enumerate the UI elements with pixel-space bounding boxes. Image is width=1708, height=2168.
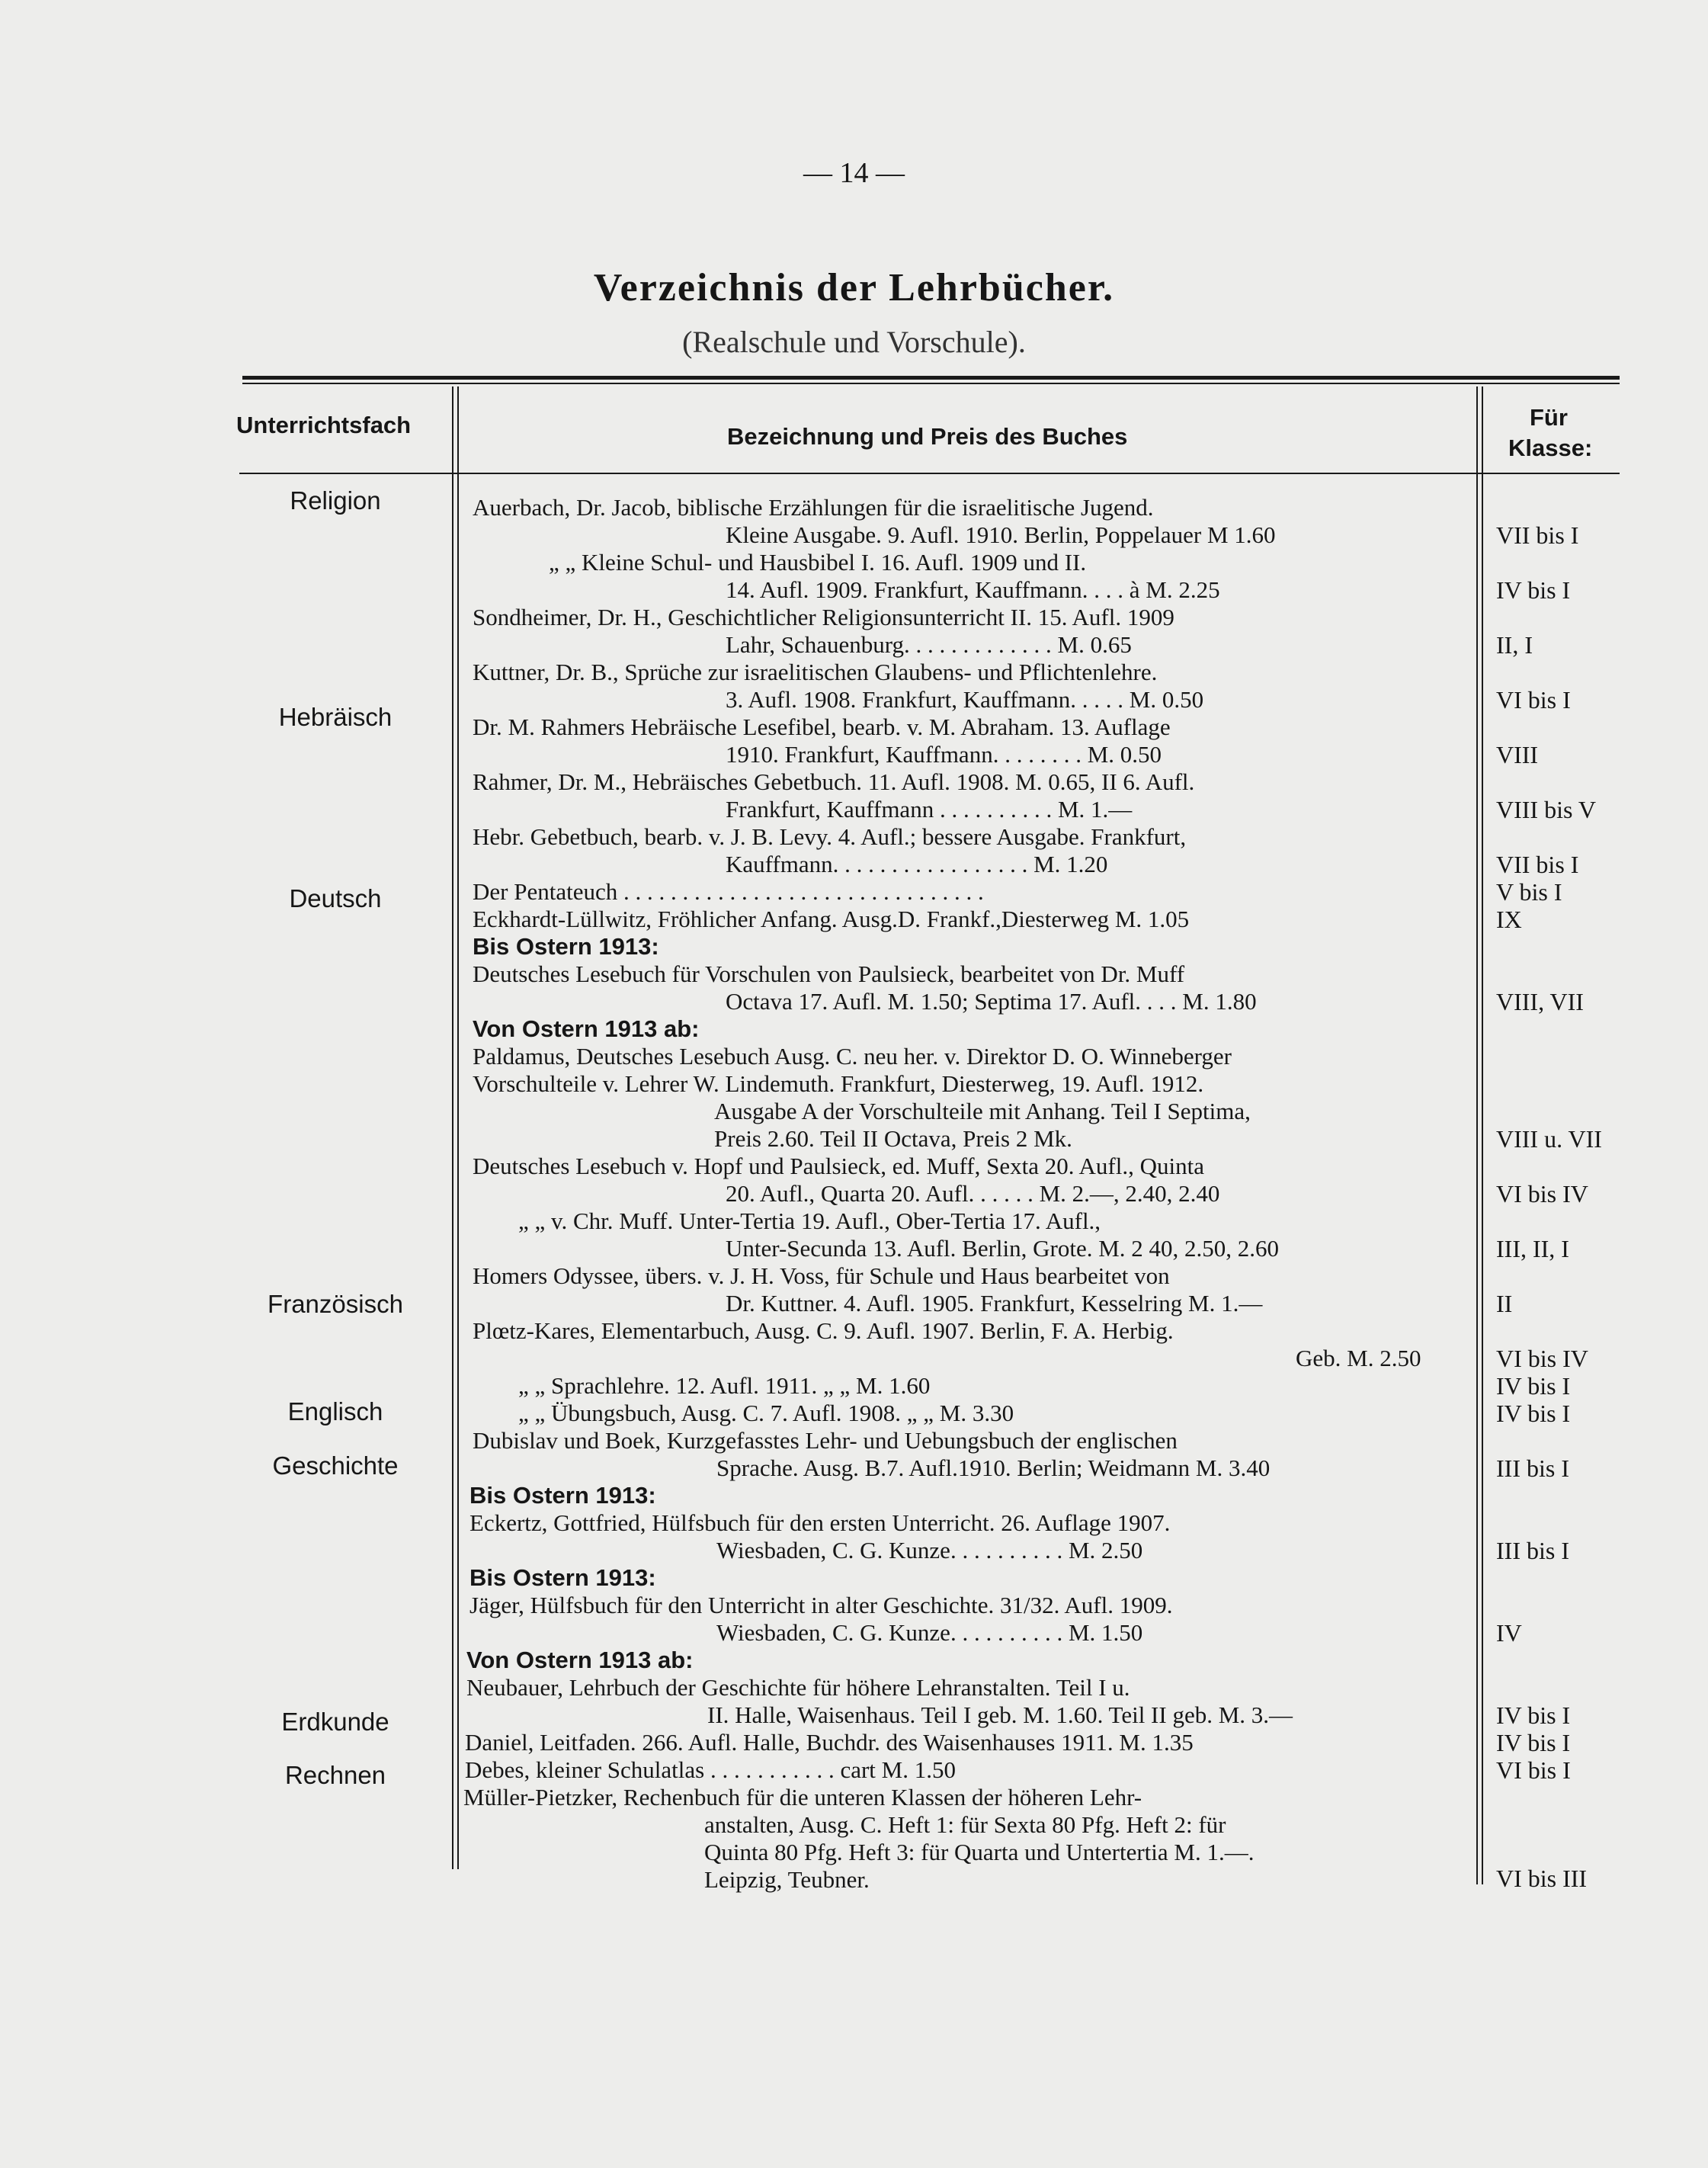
book-line: Paldamus, Deutsches Lesebuch Ausg. C. neu her. v. Direktor D. O. Winneberger [473, 1043, 1232, 1070]
book-line: Geb. M. 2.50 [1296, 1345, 1421, 1371]
book-line: Müller-Pietzker, Rechenbuch für die unteren Klassen der höheren Lehr- [463, 1784, 1142, 1810]
header-description: Bezeichnung und Preis des Buches [727, 423, 1128, 450]
class-entry: IV bis I [1496, 576, 1571, 604]
book-line: Preis 2.60. Teil II Octava, Preis 2 Mk. [714, 1125, 1072, 1152]
class-entry: VIII u. VII [1496, 1125, 1602, 1153]
class-entry: IX [1496, 906, 1522, 933]
class-entry: VI bis III [1496, 1865, 1588, 1892]
book-line: Der Pentateuch . . . . . . . . . . . . . . . . . . . . . . . . . . . . . . . [473, 878, 984, 905]
class-entry: VI bis I [1496, 1756, 1571, 1784]
class-entry: IV bis I [1496, 1400, 1571, 1427]
book-line: Deutsches Lesebuch für Vorschulen von Paulsieck, bearbeitet von Dr. Muff [473, 961, 1185, 987]
book-line: Kleine Ausgabe. 9. Aufl. 1910. Berlin, Poppelauer M 1.60 [726, 521, 1276, 548]
section-label: Von Ostern 1913 ab: [466, 1647, 694, 1673]
book-line: 14. Aufl. 1909. Frankfurt, Kauffmann. . . . à M. 2.25 [726, 576, 1220, 603]
class-entry: VIII [1496, 741, 1539, 768]
book-line: Eckertz, Gottfried, Hülfsbuch für den ersten Unterricht. 26. Auflage 1907. [469, 1509, 1171, 1536]
subject-geschichte: Geschichte [272, 1451, 399, 1480]
column-divider-right-a [1476, 386, 1478, 1884]
book-line: Ausgabe A der Vorschulteile mit Anhang. Teil I Septima, [714, 1098, 1251, 1124]
book-line: „ „ Sprachlehre. 12. Aufl. 1911. „ „ M. 1.60 [518, 1372, 931, 1399]
class-entry: VII bis I [1496, 851, 1579, 878]
subject-hebraeisch: Hebräisch [278, 703, 393, 731]
section-label: Bis Ostern 1913: [469, 1482, 656, 1509]
book-line: 3. Aufl. 1908. Frankfurt, Kauffmann. . . . . M. 0.50 [726, 686, 1204, 713]
subject-englisch: Englisch [287, 1397, 383, 1426]
class-entry: VIII, VII [1496, 988, 1584, 1015]
book-line: Hebr. Gebetbuch, bearb. v. J. B. Levy. 4. Aufl.; bessere Ausgabe. Frankfurt, [473, 823, 1187, 850]
book-line: Quinta 80 Pfg. Heft 3: für Quarta und Untertertia M. 1.—. [704, 1839, 1255, 1865]
class-entry: III, II, I [1496, 1235, 1569, 1262]
book-line: Sprache. Ausg. B.7. Aufl.1910. Berlin; Weidmann M. 3.40 [716, 1454, 1271, 1481]
book-line: Dubislav und Boek, Kurzgefasstes Lehr- und Uebungsbuch der englischen [473, 1427, 1178, 1454]
class-entry: VI bis IV [1496, 1345, 1588, 1372]
book-line: Wiesbaden, C. G. Kunze. . . . . . . . . . M. 1.50 [716, 1619, 1143, 1646]
book-line: Dr. Kuttner. 4. Aufl. 1905. Frankfurt, Kesselring M. 1.— [726, 1290, 1263, 1317]
column-divider-right-b [1482, 386, 1483, 1884]
book-line: Debes, kleiner Schulatlas . . . . . . . . . . . cart M. 1.50 [465, 1756, 956, 1783]
top-rule-thin [242, 383, 1620, 384]
book-line: „ „ v. Chr. Muff. Unter-Tertia 19. Aufl., Ober-Tertia 17. Aufl., [518, 1207, 1101, 1234]
book-line: II. Halle, Waisenhaus. Teil I geb. M. 1.60. Teil II geb. M. 3.— [707, 1701, 1293, 1728]
subject-erdkunde: Erdkunde [281, 1708, 389, 1736]
book-line: Lahr, Schauenburg. . . . . . . . . . . . . M. 0.65 [726, 631, 1132, 658]
subject-deutsch: Deutsch [289, 884, 382, 912]
book-line: Unter-Secunda 13. Aufl. Berlin, Grote. M. 2 40, 2.50, 2.60 [726, 1235, 1280, 1262]
class-entry: IV bis I [1496, 1372, 1571, 1400]
class-entry: II, I [1496, 631, 1533, 659]
book-line: 1910. Frankfurt, Kauffmann. . . . . . . . M. 0.50 [726, 741, 1162, 768]
class-entry: III bis I [1496, 1537, 1569, 1564]
book-line: Wiesbaden, C. G. Kunze. . . . . . . . . . M. 2.50 [716, 1537, 1143, 1563]
book-line: Plœtz-Kares, Elementarbuch, Ausg. C. 9. Aufl. 1907. Berlin, F. A. Herbig. [473, 1317, 1174, 1344]
section-label: Bis Ostern 1913: [473, 933, 659, 960]
book-line: 20. Aufl., Quarta 20. Aufl. . . . . . M. 2.—, 2.40, 2.40 [726, 1180, 1220, 1207]
header-subject: Unterrichtsfach [236, 412, 412, 438]
subject-religion: Religion [290, 486, 381, 515]
book-line: Daniel, Leitfaden. 266. Aufl. Halle, Buchdr. des Waisenhauses 1911. M. 1.35 [465, 1729, 1194, 1756]
class-entry: IV [1496, 1619, 1522, 1647]
book-line: Kuttner, Dr. B., Sprüche zur israelitischen Glaubens- und Pflichtenlehre. [473, 659, 1158, 685]
book-line: Leipzig, Teubner. [704, 1866, 870, 1893]
book-line: Homers Odyssee, übers. v. J. H. Voss, für Schule und Haus bearbeitet von [473, 1262, 1170, 1289]
class-entry: IV bis I [1496, 1701, 1571, 1729]
book-line: Deutsches Lesebuch v. Hopf und Paulsieck, ed. Muff, Sexta 20. Aufl., Quinta [473, 1153, 1204, 1179]
column-divider-left-b [457, 386, 459, 1869]
class-entry: II [1496, 1290, 1513, 1317]
header-class-line2: Klasse: [1508, 435, 1593, 461]
header-class-line1: Für [1530, 404, 1568, 431]
class-entry: VIII bis V [1496, 796, 1596, 823]
book-line: Neubauer, Lehrbuch der Geschichte für höhere Lehranstalten. Teil I u. [466, 1674, 1130, 1701]
class-entry: VI bis I [1496, 686, 1571, 714]
top-rule-thick [242, 376, 1620, 380]
section-label: Bis Ostern 1913: [469, 1564, 656, 1591]
class-entry: VII bis I [1496, 521, 1579, 549]
section-label: Von Ostern 1913 ab: [473, 1015, 700, 1042]
subject-franzoesisch: Französisch [268, 1290, 403, 1318]
book-line: anstalten, Ausg. C. Heft 1: für Sexta 80 Pfg. Heft 2: für [704, 1811, 1226, 1838]
book-line: Auerbach, Dr. Jacob, biblische Erzählungen für die israelitische Jugend. [473, 494, 1154, 521]
book-line: Rahmer, Dr. M., Hebräisches Gebetbuch. 11. Aufl. 1908. M. 0.65, II 6. Aufl. [473, 768, 1195, 795]
class-entry: IV bis I [1496, 1729, 1571, 1756]
header-underline [239, 473, 1620, 474]
book-line: Dr. M. Rahmers Hebräische Lesefibel, bearb. v. M. Abraham. 13. Auflage [473, 714, 1171, 740]
document-subtitle: (Realschule und Vorschule). [682, 325, 1026, 359]
class-entry: V bis I [1496, 878, 1562, 906]
book-line: Octava 17. Aufl. M. 1.50; Septima 17. Aufl. . . . M. 1.80 [726, 988, 1257, 1015]
book-line: Sondheimer, Dr. H., Geschichtlicher Religionsunterricht II. 15. Aufl. 1909 [473, 604, 1174, 630]
subject-rechnen: Rechnen [284, 1761, 386, 1789]
book-line: Jäger, Hülfsbuch für den Unterricht in alter Geschichte. 31/32. Aufl. 1909. [469, 1592, 1173, 1618]
book-line: „ „ Kleine Schul- und Hausbibel I. 16. Aufl. 1909 und II. [549, 549, 1087, 576]
book-line: „ „ Übungsbuch, Ausg. C. 7. Aufl. 1908. „ „ M. 3.30 [518, 1400, 1014, 1426]
class-entry: III bis I [1496, 1454, 1569, 1482]
book-line: Eckhardt-Lüllwitz, Fröhlicher Anfang. Ausg.D. Frankf.,Diesterweg M. 1.05 [473, 906, 1190, 932]
class-entry: VI bis IV [1496, 1180, 1588, 1207]
book-line: Frankfurt, Kauffmann . . . . . . . . . . M. 1.— [726, 796, 1133, 823]
column-divider-left-a [452, 386, 453, 1869]
page-number: — 14 — [803, 157, 905, 189]
book-line: Vorschulteile v. Lehrer W. Lindemuth. Frankfurt, Diesterweg, 19. Aufl. 1912. [473, 1070, 1204, 1097]
book-line: Kauffmann. . . . . . . . . . . . . . . . . M. 1.20 [726, 851, 1108, 877]
document-title: Verzeichnis der Lehrbücher. [593, 266, 1115, 309]
